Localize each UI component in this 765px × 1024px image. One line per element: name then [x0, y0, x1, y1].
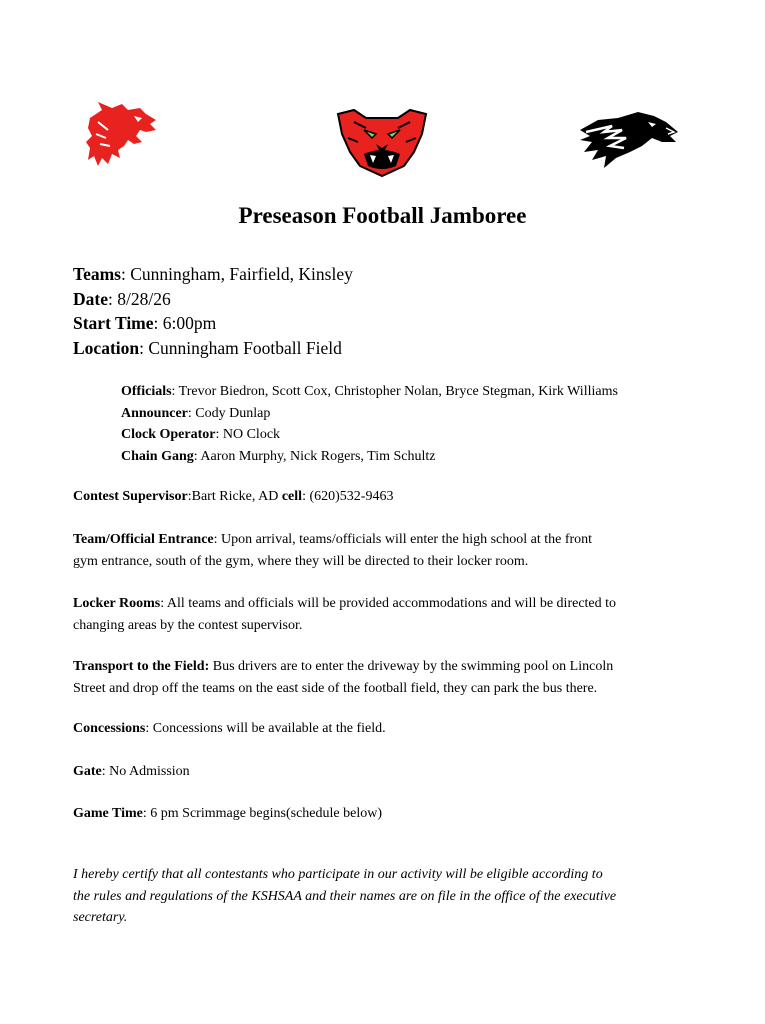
chain-gang-line: [121, 446, 618, 468]
red-panther-mascot-icon: [334, 108, 430, 178]
teams-value: : Cunningham, Fairfield, Kinsley: [120, 264, 353, 284]
page-title: Preseason Football Jamboree: [238, 203, 527, 228]
transport-paragraph: [73, 656, 698, 699]
teams-line: [73, 262, 353, 287]
red-wolf-mascot-icon: [84, 100, 160, 170]
officials-label: Officials: [121, 384, 172, 399]
announcer-line: [121, 403, 618, 425]
chain-gang-label: Chain Gang: [121, 448, 194, 464]
concessions-paragraph: [73, 718, 698, 740]
start-time-line: [73, 311, 353, 336]
game-time-paragraph: [73, 803, 698, 825]
game-time-value: : 6 pm Scrimmage begins(schedule below): [142, 806, 382, 821]
entrance-text-1: : Upon arrival, teams/officials will enter the high school at the front: [213, 532, 593, 547]
location-label: Location: [73, 337, 140, 358]
date-label: Date: [73, 288, 108, 309]
start-time-label: Start Time: [73, 313, 154, 333]
certification-line-1: I hereby certify that all contestants who participate in our activity will be eligible according to: [73, 867, 603, 882]
announcer-label: Announcer: [121, 405, 188, 421]
certification-line-3: secretary.: [73, 910, 128, 925]
locker-label: Locker Rooms: [73, 596, 161, 611]
game-time-label: Game Time: [73, 806, 143, 821]
gate-paragraph: [73, 761, 698, 783]
certification-statement: [73, 864, 698, 929]
location-value: : Cunningham Football Field: [139, 337, 342, 358]
transport-label: Transport to the Field:: [73, 659, 210, 674]
clock-operator-line: [121, 424, 618, 446]
gate-value: : No Admission: [101, 764, 190, 779]
certification-line-2: the rules and regulations of the KSHSAA and their names are on file in the office of the executive: [73, 888, 617, 904]
staff-list: [121, 381, 618, 467]
locker-text-1: : All teams and officials will be provided accommodations and will be directed to: [160, 596, 617, 611]
black-eagle-mascot-icon: [578, 108, 682, 170]
teams-label: Teams: [73, 264, 121, 284]
supervisor-value: :Bart Ricke, AD: [187, 489, 282, 504]
clock-operator-value: : NO Clock: [215, 427, 281, 442]
gate-label: Gate: [73, 764, 102, 779]
cell-label: cell: [281, 489, 303, 504]
clock-operator-label: Clock Operator: [121, 427, 216, 442]
officials-line: [121, 381, 618, 403]
concessions-label: Concessions: [73, 721, 146, 736]
concessions-value: : Concessions will be available at the field.: [145, 721, 386, 736]
transport-text-1: Bus drivers are to enter the driveway by the swimming pool on Lincoln: [209, 659, 614, 674]
date-value: : 8/28/26: [107, 288, 171, 309]
transport-text-2: Street and drop off the teams on the east side of the football field, they can park the bus there.: [73, 680, 598, 696]
officials-value: : Trevor Biedron, Scott Cox, Christopher Nolan, Bryce Stegman, Kirk Williams: [171, 384, 618, 399]
date-line: [73, 287, 353, 312]
locker-text-2: changing areas by the contest supervisor.: [73, 617, 303, 633]
supervisor-label: Contest Supervisor: [73, 489, 188, 504]
contest-supervisor: [73, 486, 698, 508]
entrance-label: Team/Official Entrance: [73, 532, 214, 547]
entrance-paragraph: [73, 529, 698, 572]
announcer-value: : Cody Dunlap: [187, 405, 271, 421]
locker-rooms-paragraph: [73, 593, 698, 636]
start-time-value: : 6:00pm: [153, 313, 217, 333]
event-info: [73, 262, 353, 360]
chain-gang-value: : Aaron Murphy, Nick Rogers, Tim Schultz: [193, 448, 436, 464]
entrance-text-2: gym entrance, south of the gym, where they will be directed to their locker room.: [73, 553, 529, 569]
cell-value: : (620)532-9463: [302, 489, 394, 504]
location-line: [73, 336, 353, 361]
